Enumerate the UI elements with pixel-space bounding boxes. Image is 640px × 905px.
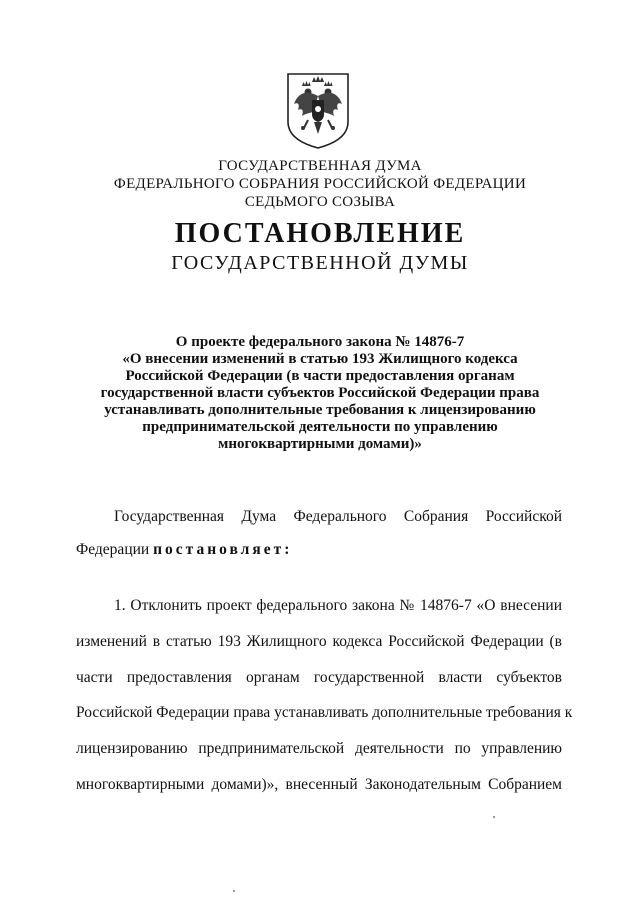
preamble-line-2 [76,541,562,559]
subject-line: «О внесении изменений в статью 193 Жилищного кодекса [122,351,518,367]
document-title: ПОСТАНОВЛЕНИЕ [174,218,466,249]
paragraph-line: многоквартирными домами)», внесенный Законодательным Собранием [76,776,562,793]
preamble-prefix: Федерации [76,541,154,558]
paragraph-line: 1. Отклонить проект федерального закона № 14876-7 «О внесении [114,597,562,614]
subject-line: устанавливать дополнительные требования к лицензированию [104,402,536,418]
paragraph-line: лицензированию предпринимательской деятельности по управлению [76,740,562,757]
subject-line: Российской Федерации (в части предоставления органам [125,368,515,384]
paragraph-line: части предоставления органам государственной власти субъектов [76,669,562,686]
header-line-1: ГОСУДАРСТВЕННАЯ ДУМА [218,158,422,174]
subject-line: предпринимательской деятельности по управлению [142,419,498,435]
coat-of-arms-icon [284,70,352,150]
subject-line: О проекте федерального закона № 14876-7 [175,334,465,350]
preamble-line-1: Государственная Дума Федерального Собрания Российской [114,508,562,525]
subject-line: многоквартирными домами)» [218,436,422,452]
paragraph-line: изменений в статью 193 Жилищного кодекса Российской Федерации (в [76,633,562,650]
header-line-3: СЕДЬМОГО СОЗЫВА [244,194,396,210]
scan-speck [233,890,235,892]
subject-line: государственной власти субъектов Российской Федерации права [100,385,540,401]
document-subtitle: ГОСУДАРСТВЕННОЙ ДУМЫ [171,252,469,274]
header-line-2: ФЕДЕРАЛЬНОГО СОБРАНИЯ РОССИЙСКОЙ ФЕДЕРАЦИИ [113,176,527,192]
resolution-verb: постановляет: [153,541,293,558]
paragraph-line: Российской Федерации права устанавливать дополнительные требования к [76,704,573,721]
scan-speck [493,816,495,818]
